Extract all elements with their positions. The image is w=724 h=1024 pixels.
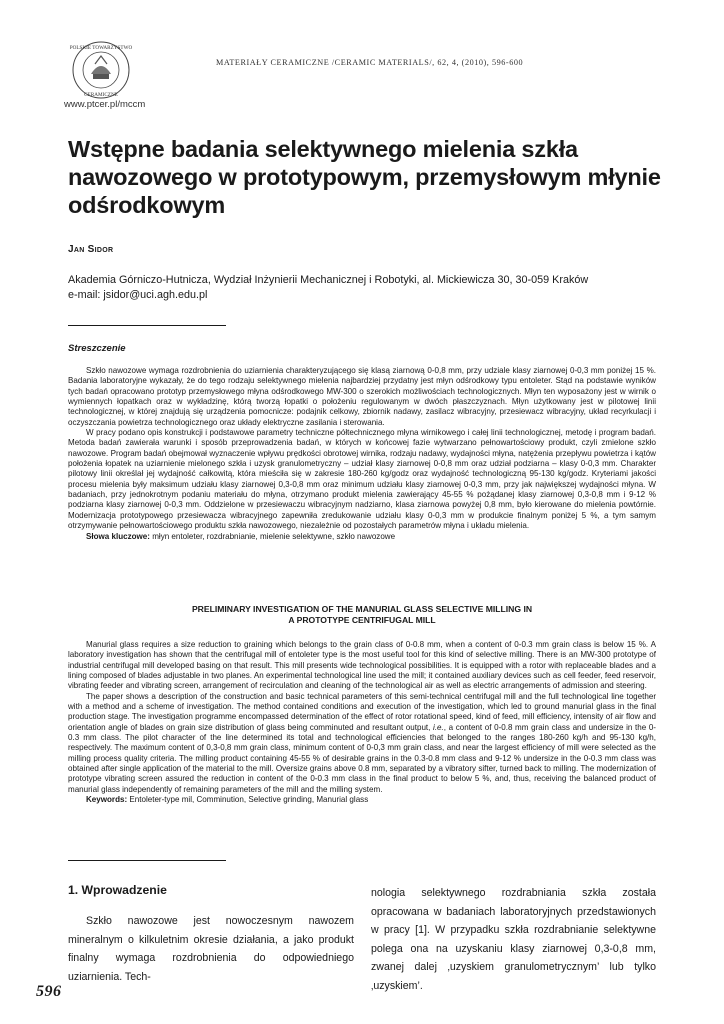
keywords-text: Entoleter-type mil, Comminution, Selective grinding, Manurial glass [129, 795, 369, 805]
affiliation-text: Akademia Górniczo-Hutnicza, Wydział Inżynierii Mechanicznej i Robotyki, al. Mickiewicza 30, 30-059 Kraków [68, 274, 589, 286]
abstract-text: The paper shows a description of the construction and basic technical parameters of this semi-technical centrifugal mill and the full technological line together with a method and a scheme of investigation. The method contained conditions and execution of the investigation, which led to ground manurial glass in the final production stage. The investigation programme encompassed determination of the effect of rotor rotational speed, kind of feed, mill efficiency, intensity of air flow and orientation angle of blades on grain size distribution of glass being comminuted and resultant output, [68, 691, 656, 732]
abstract-text: , a content of 0-0.8 mm grain class and undersize in the 0-0.3 mm class. The pilot character of the line determined its total and technological efficiencies that belonged to the ranges 180-260 kg/h and 95-130 kg/h, respectively. The maximum content of 0,3-0,8 mm grain class, minimum content of 0-0,3 mm grain class, and near the largest efficiency of mill were selected as the milling process quality criteria. The milling product containing 45-55 % of desirable grains in the 0.3-0.8 mm class and 9-12 % undersize in the 0-0.3 mm class was obtained after single application of the material to the mill. Oversize grains above 0.8 mm, separated by a vibratory sifter, turned back to milling. The modernization of prototype vibrating screen assured the reduction in content of the 0-0.3 mm class in the final product to below 5 %, and, thus, receiving the balanced product of manurial glass independently of remaining parameters of the mill and the milling system. [68, 722, 656, 794]
body-column-right [371, 884, 656, 996]
society-seal-logo [64, 40, 138, 100]
keywords-text: młyn entoleter, rozdrabnianie, mielenie selektywne, szkło nawozowe [152, 531, 396, 541]
page-number: 596 [36, 983, 62, 1000]
body-paragraph: Szkło nawozowe jest nowoczesnym nawozem mineralnym o kilkuletnim okresie działania, a jako produkt finalny wymaga rozdrobnienia do odpowiedniego uziarnienia. Tech- [68, 915, 354, 983]
abstract-english [68, 640, 656, 806]
keywords-line [68, 532, 656, 542]
keywords-label: Słowa kluczowe: [86, 531, 150, 541]
section-heading: 1. Wprowadzenie [68, 883, 167, 897]
english-title-line: A PROTOTYPE CENTRIFUGAL MILL [288, 615, 436, 625]
keywords-line [68, 795, 656, 805]
keywords-label: Keywords: [86, 795, 128, 805]
abstract-paragraph: Manurial glass requires a size reduction to graining which belongs to the grain class of 0-0.8 mm, when a content of 0-0.3 mm grain class is below 15 %. A laboratory investigation has shown that the centrifugal mill of entoleter type is the most useful tool for this kind of selective milling. There is an MW-300 prototype of industrial centrifugal mill developed basing on that result. This mill presents wide technological possibilities. It is equipped with a rotor with replaceable blades and a lining composed of blades adjustable in two planes. An experimental technological line used the mill; it contained auxiliary devices such as cell feeder, feed reservoir, vibrating feeder and vibrating screen, arrangement of recirculation and cleaning of the technological air as well as electric arrangements of admission and steering. [68, 640, 656, 691]
article-title: Wstępne badania selektywnego mielenia szkła nawozowego w prototypowym, przemysłowym młynie odśrodkowym [68, 136, 661, 218]
journal-website-link[interactable]: www.ptcer.pl/mccm [64, 99, 146, 110]
abstract-paragraph [68, 692, 656, 795]
abstract-heading: Streszczenie [68, 343, 126, 354]
abstract-paragraph: Szkło nawozowe wymaga rozdrobnienia do uziarnienia charakteryzującego się klasą ziarnową 0-0,8 mm, przy udziale klasy ziarnowej 0-0,3 mm poniżej 15 %. Badania laboratoryjne wykazały, że do tego rodzaju selektywnego mielenia najbardziej przydatny jest młyn odśrodkowy typu entoleter. Stąd na podstawie wyników tych badań opracowano prototyp przemysłowego młyna odśrodkowego MW-300 o szerokich możliwościach technologicznych. Młyn ten wyposażony jest w wirnik o wymiennych łopatkach oraz w wykładzinę, którą tworzą łopatki o położeniu regulowanym w dwóch płaszczyznach. Młyn użytkowany jest w pilotowej linii technologicznej, w której znajdują się urządzenia pomocnicze: podajnik celkowy, zbiornik nadawy, zasilacz wibracyjny, przesiewacz wibracyjny, układ recyrkulacji i oczyszczania powietrza technologicznego oraz układy elektryczne zasilania i sterowania. [68, 366, 656, 427]
section-divider [68, 860, 226, 861]
body-paragraph: nologia selektywnego rozdrabniania szkła została opracowana w badaniach laboratoryjnych przedstawionych w pracy [1]. W przypadku szkła rozdrabnianie selektywne polega ona na uzyskaniu klasy ziarnowej 0,3-0,8 mm, zwanej dalej ‚uzyskiem granulometrycznym’ lub tylko ‚uzyskiem’. [371, 887, 656, 992]
body-column-left [68, 912, 354, 986]
section-divider [68, 325, 226, 326]
author-affiliation [68, 273, 668, 303]
seal-text-top: POLSKIE TOWARZYSTWO [69, 45, 133, 51]
journal-citation: MATERIAŁY CERAMICZNE /CERAMIC MATERIALS/, 62, 4, (2010), 596-600 [216, 58, 524, 67]
abstract-polish [68, 366, 656, 542]
abstract-italic: i.e. [433, 722, 444, 732]
author-email[interactable]: e-mail: jsidor@uci.agh.edu.pl [68, 289, 208, 301]
author-name: Jan Sidor [68, 244, 114, 255]
seal-text-bottom: CERAMICZNE [84, 92, 118, 98]
english-title-line: PRELIMINARY INVESTIGATION OF THE MANURIAL GLASS SELECTIVE MILLING IN [191, 604, 533, 614]
english-title [68, 604, 656, 626]
abstract-paragraph: W pracy podano opis konstrukcji i podstawowe parametry techniczne półtechnicznego młyna wirnikowego i całej linii technologicznej, metodę i program badań. Metoda badań zawierała warunki i sposób przeprowadzenia badań, w których w końcowej fazie wytwarzano pełnowartościowy produkt, czyli zmielone szkło nawozowe. Program badań obejmował wyznaczenie wpływu prędkości obrotowej wirnika, rodzaju nadawy, wydajności młyna, natężenia przepływu powietrza i kątów położenia łopatek na uziarnienie mielonego szkła i uzysk granulometryczny – udział klasy ziarnowej 0-0,8 mm oraz udział podziarna – klasy 0-0,3 mm. Charakter pilotowy linii określał jej wydajność całkowitą, która mieściła się w zakresie 180-260 kg/godz oraz wydajność technologiczną 95-130 kg/godz. Kryteriami jakości procesu mielenia były maksimum udziału klasy ziarnowej 0,3-0,8 mm oraz minimum udziału klasy ziarnowej 0-0,3 mm, przy jak największej wydajności młyna. W badaniach, przy jednokrotnym podaniu materiału do młyna, otrzymano produkt mielenia zawierający 45-55 % pożądanej klasy ziarnowej 0,3-0,8 mm i 9-12 % podziarna klasy ziarnowej 0-0,3 mm. Oddzielone w przesiewaczu wibracyjnym nadziarno, klasa ziarnowa powyżej 0,8 mm, było kierowane do mielenia powtórnie. Modernizacja prototypowego przesiewacza wibracyjnego zapewniła zredukowanie udziału klasy 0-0,3 mm w produkcie finalnym poniżej 5 %, a tym samym otrzymywanie pełnowartościowego produktu szkła nawozowego, niezależnie od pozostałych parametrów młyna i układu mielenia. [68, 428, 656, 531]
